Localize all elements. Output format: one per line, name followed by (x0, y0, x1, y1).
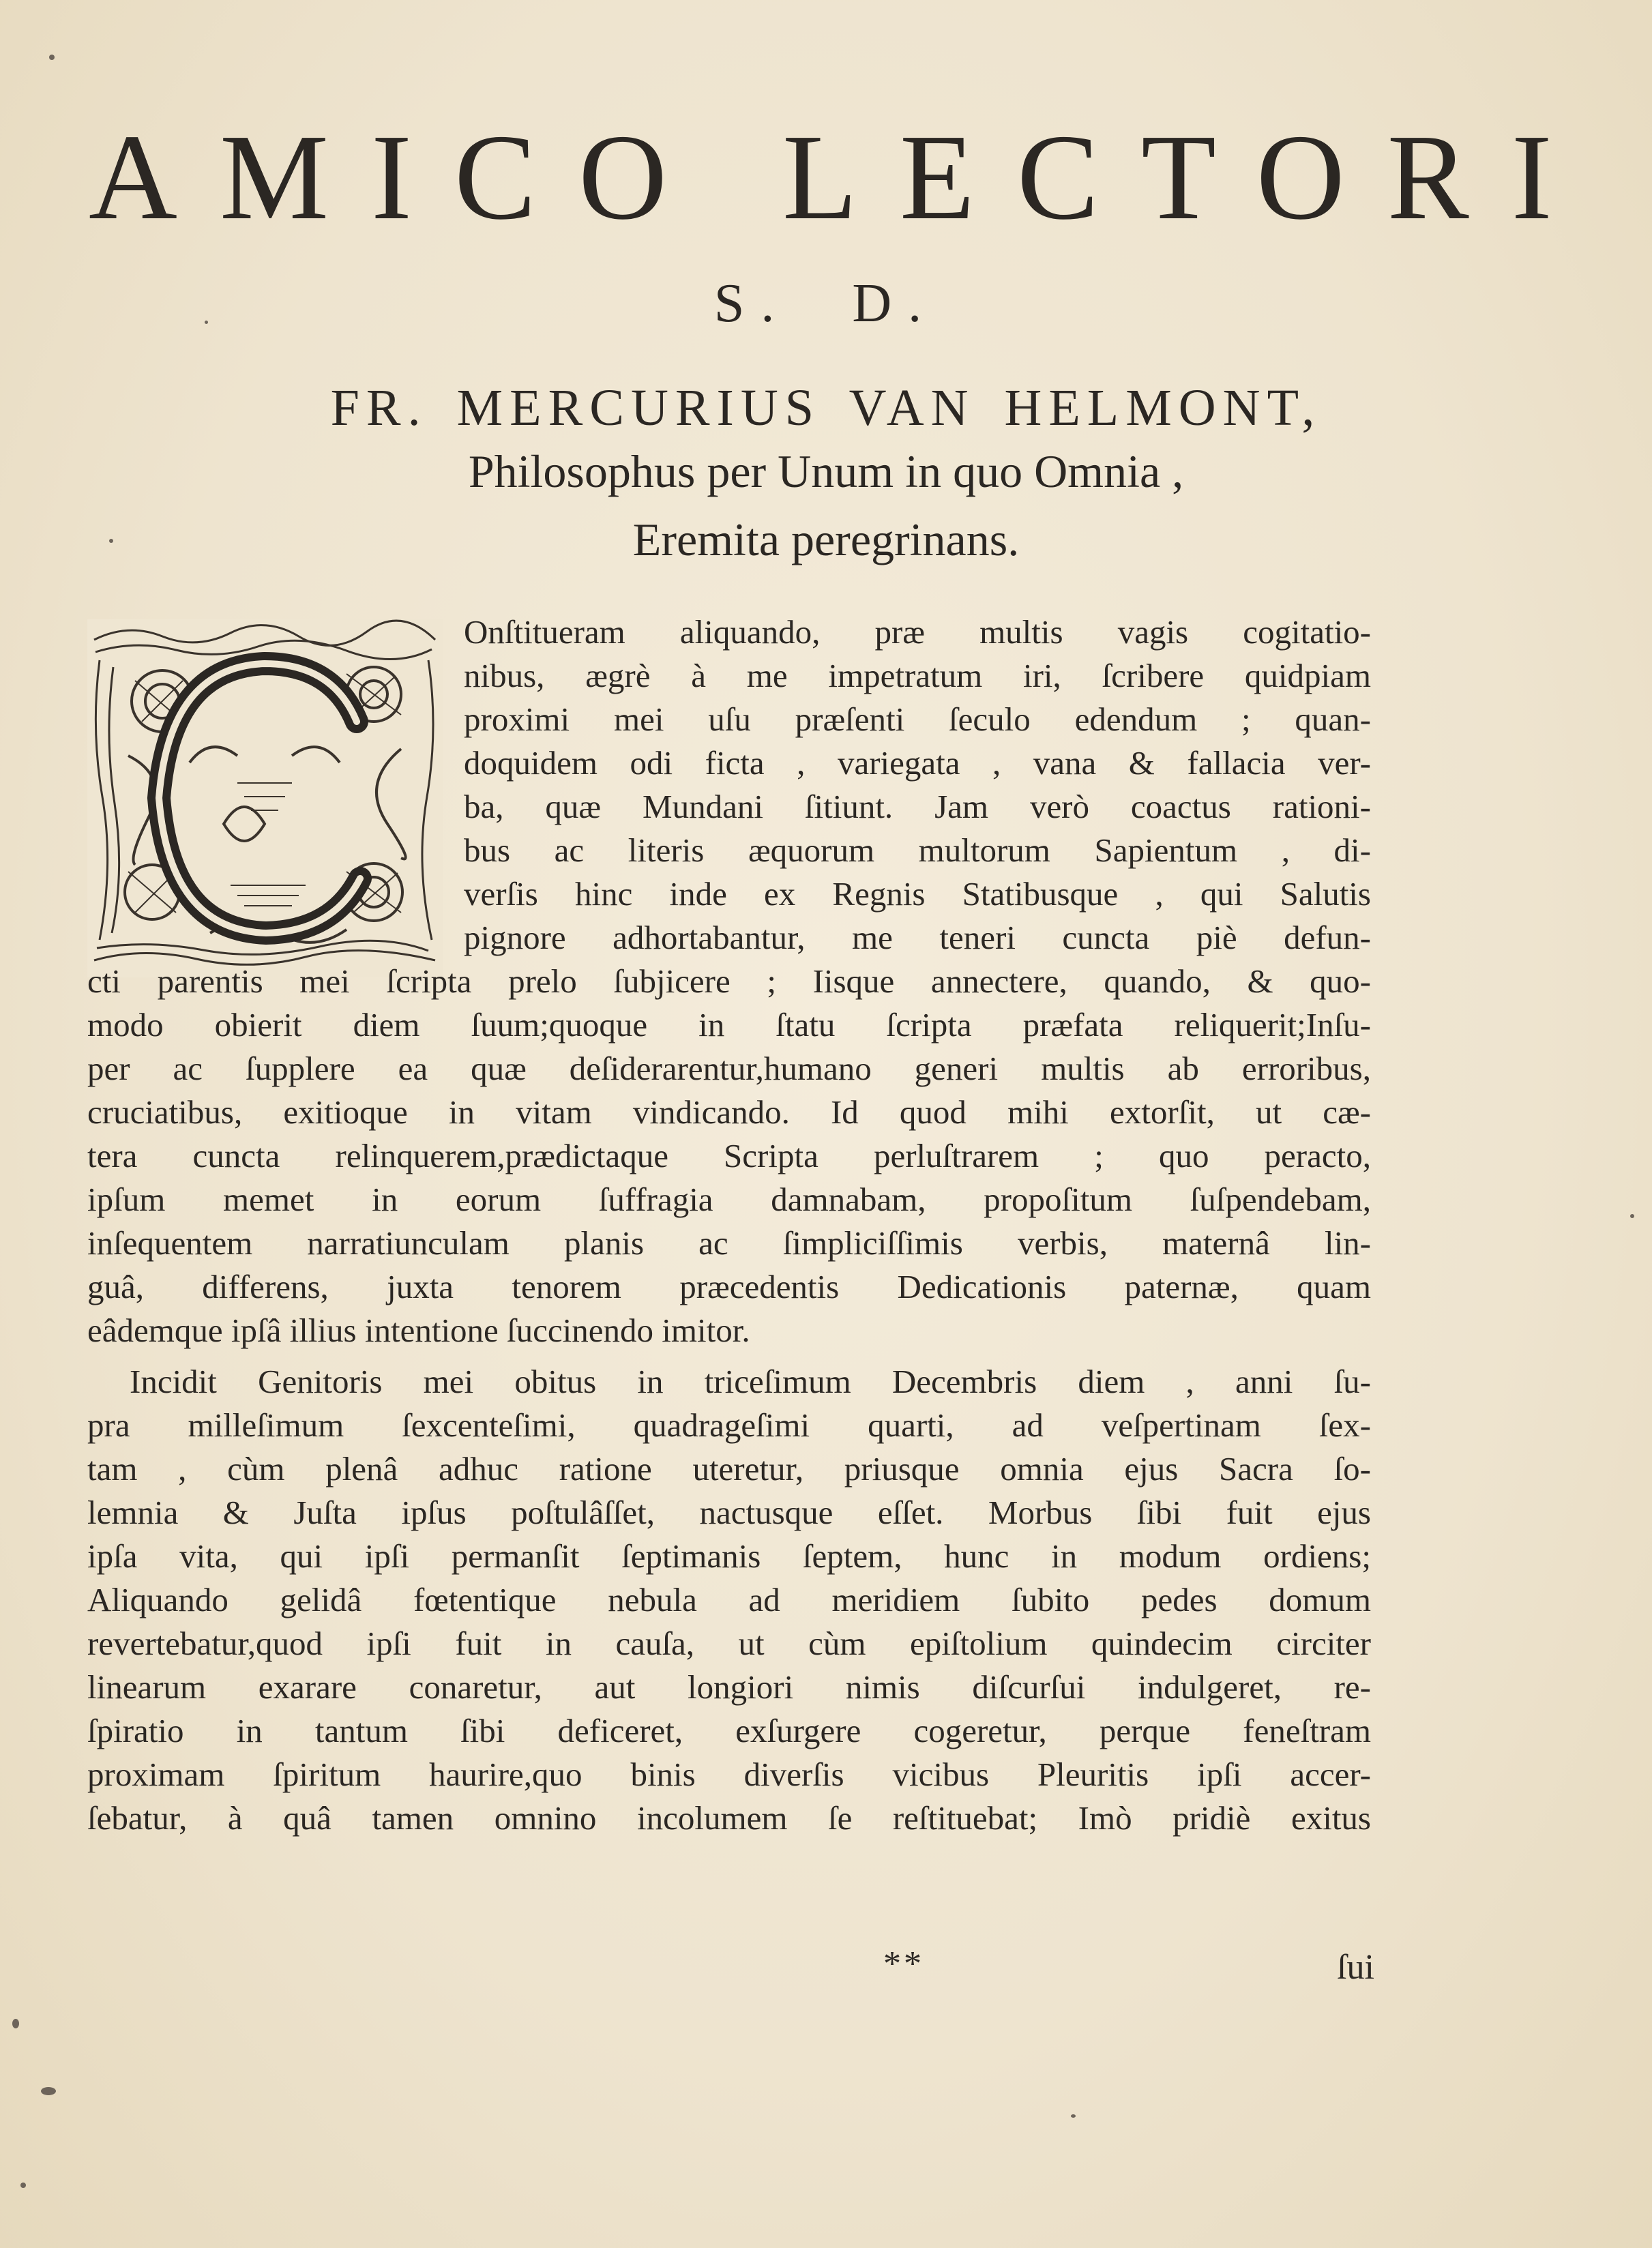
text-line: ipſum memet in eorum ſuffragia damnabam, propoſitum ſuſpendebam, (87, 1181, 1371, 1218)
author-epithet: Eremita peregrinans. (632, 514, 1020, 565)
paper-speck (20, 2183, 26, 2188)
text-line: tera cuncta relinquerem,prædictaque Scripta perluſtrarem ; quo peracto, (87, 1137, 1371, 1174)
text-line: ipſa vita, qui ipſi permanſit ſeptimanis ſeptem, hunc in modum ordiens; (87, 1537, 1371, 1575)
paper-speck (1630, 1214, 1634, 1218)
author-name: FR. MERCURIUS VAN HELMONT, (330, 379, 1322, 437)
text-line: ſebatur, à quâ tamen omnino incolumem ſe reſtituebat; Imò pridiè exitus (87, 1799, 1371, 1837)
text-line: proximi mei uſu præſenti ſeculo edendum ; quan- (464, 700, 1371, 738)
paper-speck (41, 2087, 56, 2095)
ornamental-c-initial-icon (87, 619, 443, 977)
text-line: Aliquando gelidâ fœtentique nebula ad meridiem ſubito pedes domum (87, 1581, 1371, 1618)
paper-speck (205, 321, 208, 324)
text-line: eâdemque ipſâ illius intentione ſuccinendo imitor. (87, 1312, 750, 1349)
text-line: ſpiratio in tantum ſibi deficeret, exſurgere cogeretur, perque feneſtram (87, 1712, 1371, 1749)
text-line: Onſtitueram aliquando, præ multis vagis cogitatio- (464, 613, 1371, 651)
text-line: linearum exarare conaretur, aut longiori nimis diſcurſui indulgeret, re- (87, 1668, 1371, 1706)
paper-speck (109, 539, 113, 543)
text-line: cti parentis mei ſcripta prelo ſubjicere ; Iisque annectere, quando, & quo- (87, 962, 1371, 1000)
text-line: Incidit Genitoris mei obitus in triceſimum Decembris diem , anni ſu- (130, 1363, 1371, 1400)
paper-speck (1071, 2114, 1076, 2118)
text-line: revertebatur,quod ipſi fuit in cauſa, ut cùm epiſtolium quindecim circiter (87, 1625, 1371, 1662)
text-line: nibus, ægrè à me impetratum iri, ſcribere quidpiam (464, 657, 1371, 694)
paper-speck (49, 55, 55, 60)
text-line: verſis hinc inde ex Regnis Statibusque , qui Salutis (464, 875, 1371, 913)
text-line: doquidem odi ficta , variegata , vana & fallacia ver- (464, 744, 1371, 782)
page-title: AMICO LECTORI (89, 109, 1595, 245)
text-line: modo obierit diem ſuum;quoque in ſtatu ſcripta præfata reliquerit;Inſu- (87, 1006, 1371, 1044)
author-subtitle: Philosophus per Unum in quo Omnia , (468, 445, 1184, 497)
text-line: per ac ſupplere ea quæ deſiderarentur,humano generi multis ab erroribus, (87, 1050, 1371, 1087)
text-line: lemnia & Juſta ipſus poſtulâſſet, nactusque eſſet. Morbus ſibi fuit ejus (87, 1494, 1371, 1531)
text-line: pra milleſimum ſexcenteſimi, quadrageſimi quarti, ad veſpertinam ſex- (87, 1406, 1371, 1444)
text-line: inſequentem narratiunculam planis ac ſimpliciſſimis verbis, maternâ lin- (87, 1224, 1371, 1262)
paper-speck (12, 2019, 19, 2028)
catchword: ſui (1337, 1948, 1374, 1987)
text-line: cruciatibus, exitioque in vitam vindicando. Id quod mihi extorſit, ut cæ- (87, 1093, 1371, 1131)
salutation: S. D. (713, 273, 939, 334)
text-line: guâ, differens, juxta tenorem præcedentis Dedicationis paternæ, quam (87, 1268, 1371, 1305)
text-line: proximam ſpiritum haurire,quo binis diverſis vicibus Pleuritis ipſi accer- (87, 1756, 1371, 1793)
text-line: bus ac literis æquorum multorum Sapientum , di- (464, 831, 1371, 869)
text-line: pignore adhortabantur, me teneri cuncta piè defun- (464, 919, 1371, 956)
text-line: tam , cùm plenâ adhuc ratione uteretur, priusque omnia ejus Sacra ſo- (87, 1450, 1371, 1488)
signature-mark: ** (883, 1944, 924, 1983)
text-line: ba, quæ Mundani ſitiunt. Jam verò coactus rationi- (464, 788, 1371, 825)
